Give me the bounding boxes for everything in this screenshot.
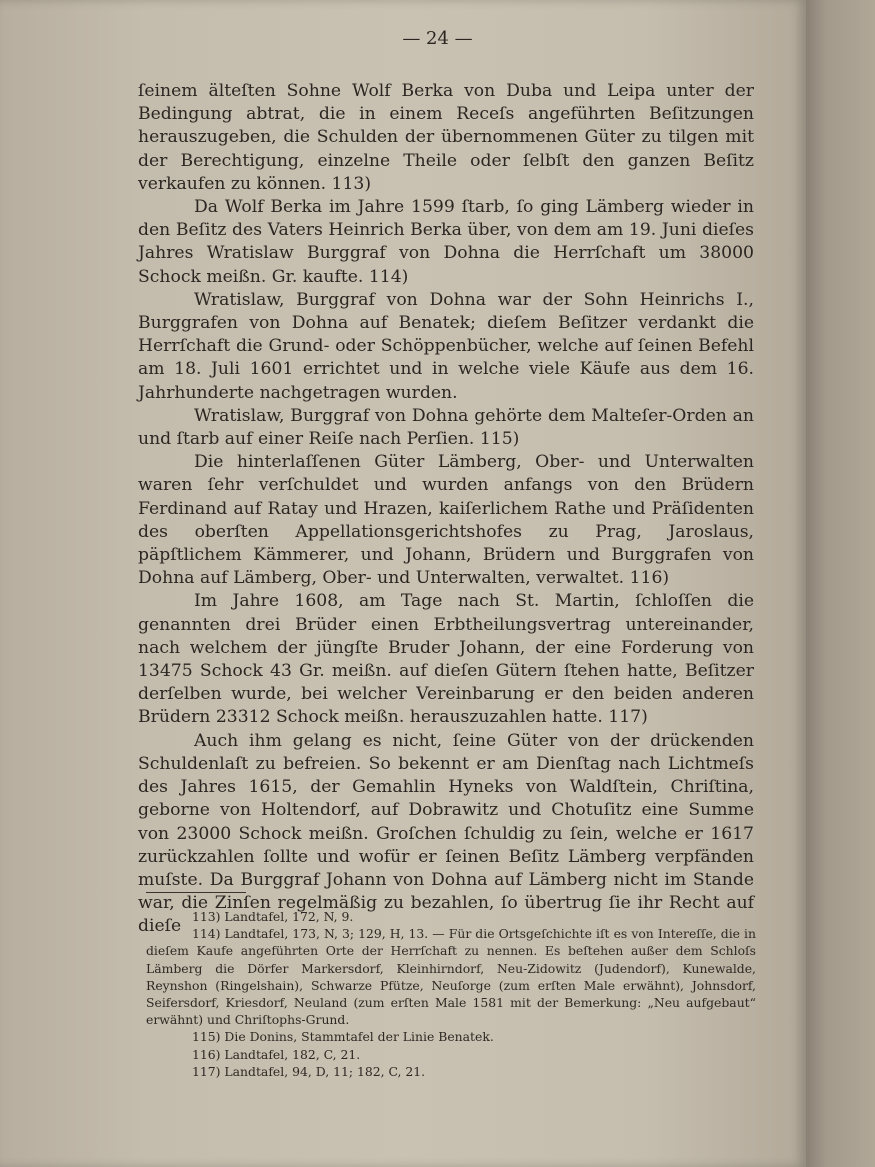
paragraph-4: Wratislaw, Burggraf von Dohna gehörte dem Malteſer-Orden an und ſtarb auf einer Reiſe nach Perſien. 115) <box>138 405 754 450</box>
footnote-116: 116) Landtafel, 182, C, 21. <box>192 1046 361 1062</box>
paragraph-6: Im Jahre 1608, am Tage nach St. Martin, ſchloſſen die genannten drei Brüder einen Erbtheilungsvertrag untereinander, nach welchem der jüngſte Bruder Johann, der eine Forderung von 13475 Schock 43 Gr. meißn. auf dieſen Gütern ſtehen hatte, Beſitzer derſelben wurde, bei welcher Vereinbarung er den beiden anderen Brüdern 23312 Schock meißn. herauszuzahlen hatte. 117) <box>138 591 754 728</box>
page-edge <box>806 0 875 1167</box>
footnote-separator <box>146 892 246 893</box>
footnote-113: 113) Landtafel, 172, N, 9. <box>192 909 354 924</box>
main-text <box>138 80 754 939</box>
paragraph-1: ſeinem älteſten Sohne Wolf Berka von Duba und Leipa unter der Bedingung abtrat, die in einem Receſs angeführten Beſitzungen herauszugeben, die Schulden der übernommenen Güter zu tilgen mit der Berechtigung, einzelne Theile oder ſelbſt den ganzen Beſitz verkaufen zu können. 113) <box>138 81 754 194</box>
footnote-114: 114) Landtafel, 173, N, 3; 129, H, 13. — Für die Ortsgeſchichte iſt es von Intereſſe, die in dieſem Kaufe angeführten Orte der Herrſchaft zu nennen. Es beſtehen außer dem Schloſs Lämberg die Dörfer Markersdorf, Kleinhirndorf, Neu-Zidowitz (Judendorf), Kunewalde, Reynshon (Ringelshain), Schwarze Pfütze, Neuſorge (zum erſten Male erwähnt), Johnsdorf, Seifersdorf, Kriesdorf, Neuland (zum erſten Male 1581 mit der Bemerkung: „Neu aufgebaut“ erwähnt) und Chriſtophs-Grund. <box>146 926 756 1028</box>
paragraph-2: Da Wolf Berka im Jahre 1599 ſtarb, ſo ging Lämberg wieder in den Beſitz des Vaters Heinrich Berka über, von dem am 19. Juni dieſes Jahres Wratislaw Burggraf von Dohna die Herrſchaft um 38000 Schock meißn. Gr. kaufte. 114) <box>138 197 754 287</box>
paragraph-3: Wratislaw, Burggraf von Dohna war der Sohn Heinrichs I., Burggrafen von Dohna auf Benatek; dieſem Beſitzer verdankt die Herrſchaft die Grund- oder Schöppenbücher, welche auf ſeinen Befehl am 18. Juli 1601 errichtet und in welche viele Käufe aus dem 16. Jahrhunderte nachgetragen wurden. <box>138 289 754 403</box>
paragraph-5: Die hinterlaſſenen Güter Lämberg, Ober- und Unterwalten waren ſehr verſchuldet und wurden anfangs von den Brüdern Ferdinand auf Ratay und Hrazen, kaiſerlichem Rathe und Präſidenten des oberſten Appellationsgerichtshofes zu Prag, Jaroslaus, päpſtlichem Kämmerer, und Johann, Brüdern und Burggrafen von Dohna auf Lämberg, Ober- und Unterwalten, verwaltet. 116) <box>138 452 754 589</box>
footnotes <box>146 908 756 1080</box>
footnote-117: 117) Landtafel, 94, D, 11; 182, C, 21. <box>192 1063 426 1079</box>
paragraph-7: Auch ihm gelang es nicht, ſeine Güter von der drückenden Schuldenlaſt zu befreien. So bekennt er am Dienſtag nach Lichtmeſs des Jahres 1615, der Gemahlin Hyneks von Waldſtein, Chriſtina, geborne von Holtendorf, auf Dobrawitz und Chotuſitz eine Summe von 23000 Schock meißn. Groſchen ſchuldig zu ſein, welche er 1617 zurückzahlen ſollte und wofür er ſeinen Beſitz Lämberg verpfänden muſste. Da Burggraf Johann von Dohna auf Lämberg nicht im Stande war, die Zinſen regelmäßig zu bezahlen, ſo übertrug ſie ihr Recht auf dieſe <box>138 730 754 937</box>
page-number: — 24 — <box>402 28 473 49</box>
footnote-115: 115) Die Donins, Stammtafel der Linie Benatek. <box>192 1029 494 1045</box>
